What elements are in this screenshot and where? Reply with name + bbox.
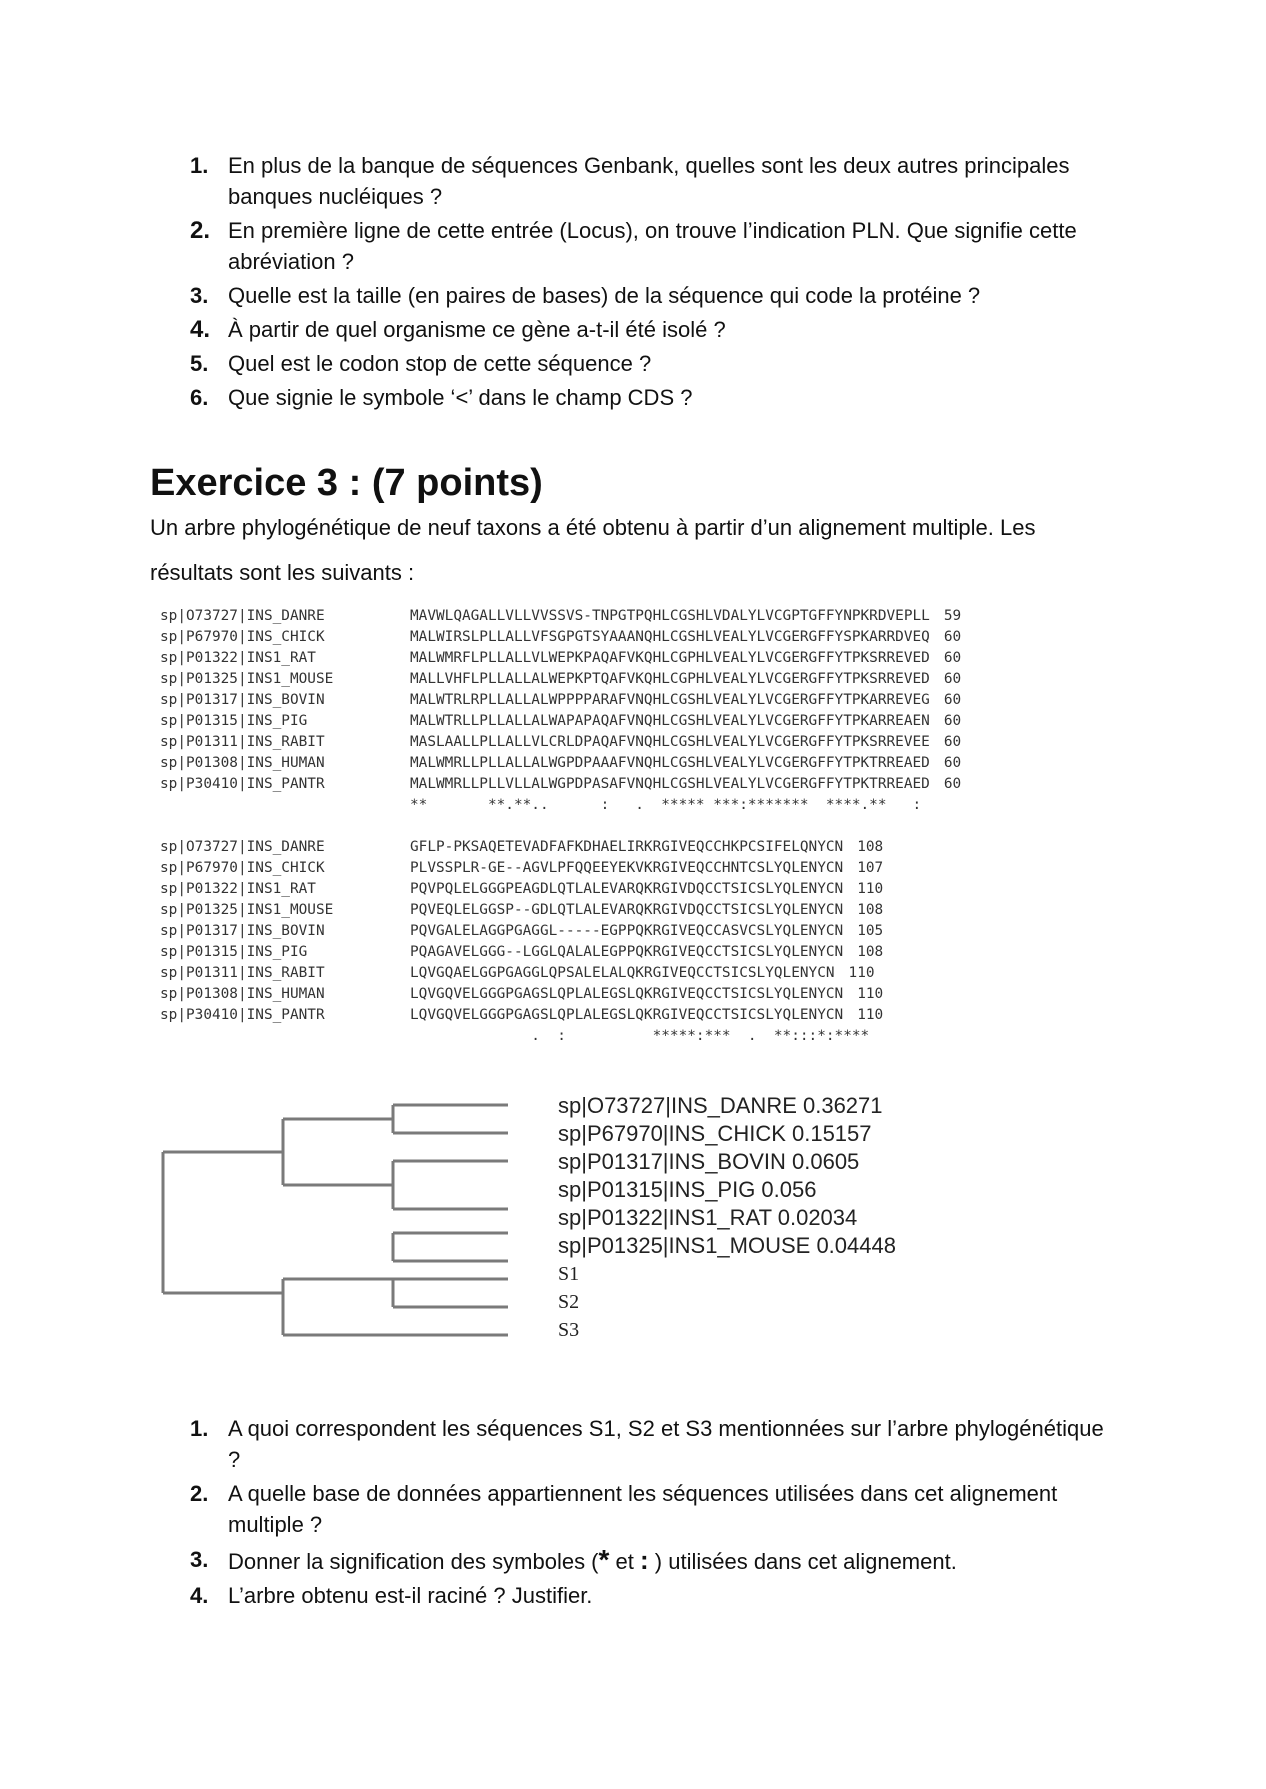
- question-item: [190, 348, 1120, 379]
- tree-leaf-label: sp|P01322|INS1_RAT 0.02034: [558, 1205, 858, 1230]
- sequence-position: 107: [857, 860, 884, 876]
- question-text: A quoi correspondent les séquences S1, S2 et S3 mentionnées sur l’arbre phylogénétique ?: [228, 1416, 1104, 1472]
- sequence-residues: LQVGQVELGGGPGAGSLQPLALEGSLQKRGIVEQCCTSICSLYQLENYCN: [410, 1007, 844, 1023]
- sequence-id: sp|P30410|INS_PANTR: [160, 776, 325, 792]
- question-number: 3.: [190, 1547, 209, 1572]
- sequence-id: sp|P67970|INS_CHICK: [160, 629, 325, 645]
- tree-leaf-label: S1: [558, 1263, 580, 1285]
- sequence-id: sp|P01322|INS1_RAT: [160, 881, 316, 897]
- sequence-residues: MALWIRSLPLLALLVFSGPGTSYAAANQHLCGSHLVEALYLVCGERGFFYSPKARRDVEQ: [410, 629, 930, 645]
- tree-leaf-label: sp|P01325|INS1_MOUSE 0.04448: [558, 1233, 896, 1258]
- sequence-position: 108: [857, 944, 884, 960]
- alignment-row: [160, 942, 883, 963]
- sequence-position: 110: [857, 986, 884, 1002]
- sequence-residues: PQAGAVELGGG--LGGLQALALEGPPQKRGIVEQCCTSICSLYQLENYCN: [410, 944, 844, 960]
- question-number: 1.: [190, 153, 209, 178]
- sequence-id: sp|P01317|INS_BOVIN: [160, 923, 325, 939]
- sequence-residues: MALWTRLLPLLALLALWAPAPAQAFVNQHLCGSHLVEALYLVCGERGFFYTPKARREAEN: [410, 713, 930, 729]
- sequence-id: sp|P01308|INS_HUMAN: [160, 755, 325, 771]
- question-number: 6.: [190, 385, 209, 410]
- alignment-row: [160, 858, 883, 879]
- question-number: 4.: [190, 1583, 209, 1608]
- question-text: En première ligne de cette entrée (Locus), on trouve l’indication PLN. Que signifie cette abréviation ?: [228, 218, 1077, 274]
- question-number: 2.: [190, 1481, 209, 1506]
- exercise-intro-line2: résultats sont les suivants :: [150, 560, 415, 585]
- question-item: [190, 1544, 1120, 1577]
- conservation-line: . : *****:*** . **:::*:****: [410, 1028, 870, 1044]
- tree-leaf-label: sp|P67970|INS_CHICK 0.15157: [558, 1121, 872, 1146]
- sequence-position: 60: [943, 713, 962, 729]
- sequence-residues: MASLAALLPLLALLVLCRLDPAQAFVNQHLCGSHLVEALYLVCGERGFFYTPKSRREVEE: [410, 734, 930, 750]
- question-number: 2.: [190, 217, 211, 244]
- question-item: [190, 150, 1120, 212]
- sequence-position: 60: [943, 755, 962, 771]
- sequence-residues: GFLP-PKSAQETEVADFAFKDHAELIRKRGIVEQCCHKPCSIFELQNYCN: [410, 839, 844, 855]
- question-text: Quel est le codon stop de cette séquence ?: [228, 351, 652, 376]
- question-item: [190, 1413, 1120, 1475]
- phylogenetic-tree: [160, 1092, 520, 1342]
- alignment-row: [160, 669, 961, 690]
- questions-list-part2: [190, 1413, 1120, 1614]
- alignment-row: [160, 690, 961, 711]
- alignment-row: [160, 774, 961, 795]
- sequence-position: 60: [943, 734, 962, 750]
- sequence-id: sp|P01315|INS_PIG: [160, 944, 308, 960]
- sequence-position: 110: [857, 1007, 884, 1023]
- question-item: [190, 314, 1120, 345]
- question-item: [190, 215, 1120, 277]
- question-text: A quelle base de données appartiennent les séquences utilisées dans cet alignement multiple ?: [228, 1481, 1058, 1537]
- sequence-residues: LQVGQVELGGGPGAGSLQPLALEGSLQKRGIVEQCCTSICSLYQLENYCN: [410, 986, 844, 1002]
- tree-leaf-label: sp|O73727|INS_DANRE 0.36271: [558, 1093, 883, 1118]
- question-number: 5.: [190, 351, 209, 376]
- sequence-position: 60: [943, 776, 962, 792]
- alignment-row: [160, 732, 961, 753]
- question-number: 3.: [190, 283, 209, 308]
- sequence-residues: MAVWLQAGALLVLLVVSSVS-TNPGTPQHLCGSHLVDALYLVCGPTGFFYNPKRDVEPLL: [410, 608, 930, 624]
- sequence-position: 110: [857, 881, 884, 897]
- alignment-row: [160, 984, 883, 1005]
- conservation-line: ** **.**.. : . ***** ***:******* ****.** :: [410, 797, 922, 813]
- alignment-row: [160, 627, 961, 648]
- sequence-position: 110: [848, 965, 875, 981]
- exercise-title: Exercice 3 : (7 points): [150, 462, 543, 504]
- question-text-before: Donner la signification des symboles (: [228, 1549, 599, 1574]
- alignment-row: [160, 1005, 883, 1026]
- sequence-residues: MALWMRFLPLLALLVLWEPKPAQAFVKQHLCGPHLVEALYLVCGERGFFYTPKSRREVED: [410, 650, 930, 666]
- sequence-id: sp|P01315|INS_PIG: [160, 713, 308, 729]
- sequence-id: sp|O73727|INS_DANRE: [160, 839, 325, 855]
- tree-leaf-label: sp|P01317|INS_BOVIN 0.0605: [558, 1149, 860, 1174]
- questions-list-part1: [190, 150, 1120, 416]
- sequence-position: 60: [943, 629, 962, 645]
- sequence-residues: PQVGALELAGGPGAGGL-----EGPPQKRGIVEQCCASVCSLYQLENYCN: [410, 923, 844, 939]
- alignment-row: [160, 900, 883, 921]
- alignment-row: [160, 921, 883, 942]
- sequence-position: 60: [943, 650, 962, 666]
- question-item: [190, 382, 1120, 413]
- sequence-residues: MALLVHFLPLLALLALWEPKPTQAFVKQHLCGPHLVEALYLVCGERGFFYTPKSRREVED: [410, 671, 930, 687]
- sequence-position: 105: [857, 923, 884, 939]
- sequence-id: sp|P01311|INS_RABIT: [160, 965, 325, 981]
- asterisk-symbol: *: [598, 1544, 610, 1575]
- sequence-residues: PQVPQLELGGGPEAGDLQTLALEVARQKRGIVDQCCTSICSLYQLENYCN: [410, 881, 844, 897]
- sequence-id: sp|P01325|INS1_MOUSE: [160, 902, 334, 918]
- tree-leaf-label: S2: [558, 1291, 580, 1313]
- sequence-residues: PQVEQLELGGSP--GDLQTLALEVARQKRGIVDQCCTSICSLYQLENYCN: [410, 902, 844, 918]
- colon-symbol: :: [640, 1545, 649, 1575]
- alignment-row: [160, 711, 961, 732]
- question-text-mid: et: [609, 1549, 640, 1574]
- sequence-id: sp|P67970|INS_CHICK: [160, 860, 325, 876]
- alignment-block-2: [160, 837, 883, 1047]
- sequence-position: 108: [857, 902, 884, 918]
- exercise-intro-line1: Un arbre phylogénétique de neuf taxons a été obtenu à partir d’un alignement multiple. Les: [150, 515, 1036, 540]
- alignment-block-1: [160, 606, 961, 816]
- alignment-row: [160, 837, 883, 858]
- tree-branches: [163, 1105, 508, 1335]
- question-text: Quelle est la taille (en paires de bases) de la séquence qui code la protéine ?: [228, 283, 981, 308]
- question-text: L’arbre obtenu est-il raciné ? Justifier.: [228, 1583, 593, 1608]
- alignment-row: [160, 753, 961, 774]
- sequence-id: sp|P01317|INS_BOVIN: [160, 692, 325, 708]
- tree-leaf-label: sp|P01315|INS_PIG 0.056: [558, 1177, 817, 1202]
- sequence-id: sp|O73727|INS_DANRE: [160, 608, 325, 624]
- sequence-id: sp|P01325|INS1_MOUSE: [160, 671, 334, 687]
- sequence-residues: PLVSSPLR-GE--AGVLPFQQEEYEKVKRGIVEQCCHNTCSLYQLENYCN: [410, 860, 844, 876]
- sequence-residues: MALWMRLLPLLALLALWGPDPAAAFVNQHLCGSHLVEALYLVCGERGFFYTPKTRREAED: [410, 755, 930, 771]
- sequence-residues: MALWMRLLPLLVLLALWGPDPASAFVNQHLCGSHLVEALYLVCGERGFFYTPKTRREAED: [410, 776, 930, 792]
- sequence-residues: MALWTRLRPLLALLALWPPPPARAFVNQHLCGSHLVEALYLVCGERGFFYTPKARREVEG: [410, 692, 930, 708]
- question-item: [190, 280, 1120, 311]
- sequence-position: 60: [943, 671, 962, 687]
- sequence-id: sp|P01308|INS_HUMAN: [160, 986, 325, 1002]
- question-text-after: ) utilisées dans cet alignement.: [648, 1549, 957, 1574]
- question-number: 1.: [190, 1416, 209, 1441]
- sequence-position: 108: [857, 839, 884, 855]
- sequence-position: 60: [943, 692, 962, 708]
- question-text: En plus de la banque de séquences Genbank, quelles sont les deux autres principales banques nucléiques ?: [228, 153, 1070, 209]
- alignment-row: [160, 963, 883, 984]
- alignment-row: [160, 879, 883, 900]
- sequence-id: sp|P01311|INS_RABIT: [160, 734, 325, 750]
- question-text: À partir de quel organisme ce gène a-t-il été isolé ?: [228, 317, 726, 342]
- question-number: 4.: [190, 316, 211, 343]
- sequence-id: sp|P30410|INS_PANTR: [160, 1007, 325, 1023]
- sequence-id: sp|P01322|INS1_RAT: [160, 650, 316, 666]
- tree-leaf-label: S3: [558, 1319, 580, 1341]
- question-item: [190, 1580, 1120, 1611]
- sequence-residues: LQVGQAELGGPGAGGLQPSALELALQKRGIVEQCCTSICSLYQLENYCN: [410, 965, 835, 981]
- question-text: Que signie le symbole ‘<’ dans le champ CDS ?: [228, 385, 693, 410]
- question-item: [190, 1478, 1120, 1540]
- sequence-position: 59: [943, 608, 962, 624]
- alignment-row: [160, 606, 961, 627]
- alignment-row: [160, 648, 961, 669]
